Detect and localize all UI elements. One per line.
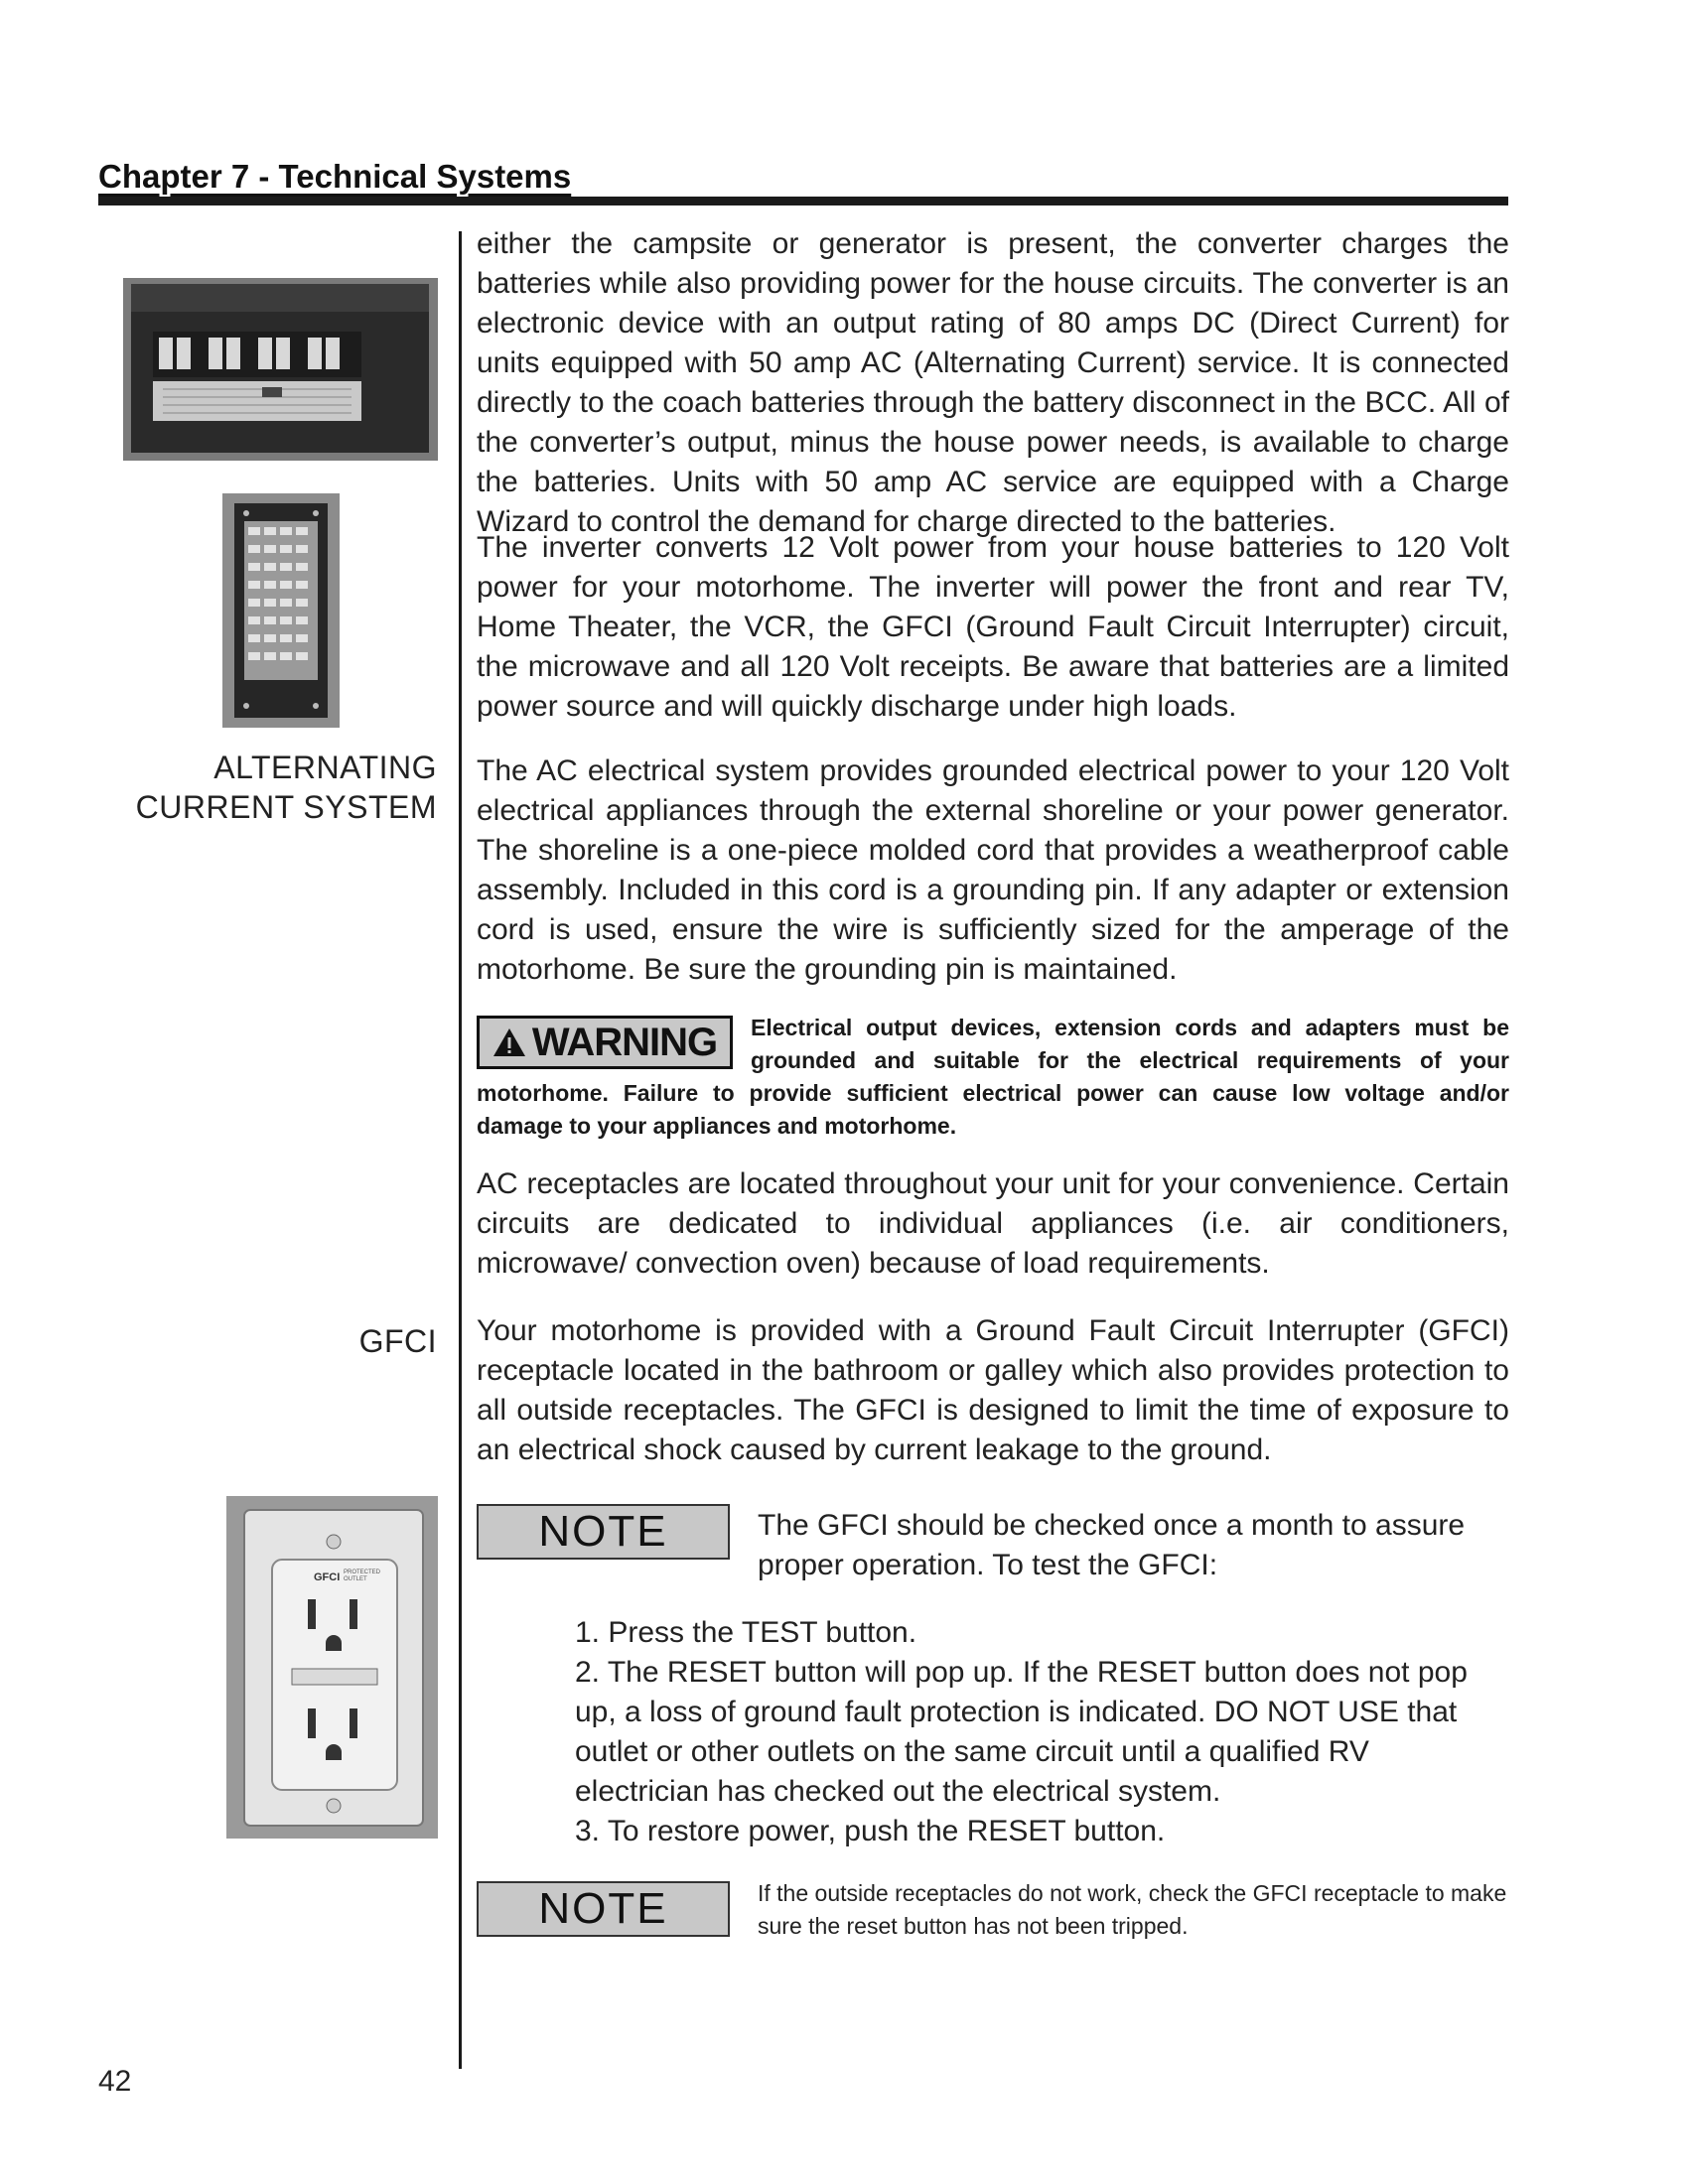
- gfci-outlet-label: GFCI: [314, 1571, 341, 1583]
- chapter-title: Chapter 7 - Technical Systems: [98, 158, 572, 195]
- note-2-text: If the outside receptacles do not work, check the GFCI receptacle to make sure the reset button has not been tripped.: [758, 1880, 1507, 1939]
- chapter-header: [98, 157, 1508, 205]
- receptacles-paragraph: [477, 1164, 1509, 1284]
- fuse-panel-photo: [222, 493, 340, 728]
- warning-callout: [477, 1012, 1509, 1143]
- column-divider: [459, 231, 462, 2069]
- warning-text: Electrical output devices, extension cords and adapters must be grounded and suitable for the electrical requirements of your motorhome. Failure to provide sufficient electrical power can cause low voltage and/or damage to your appliances and motorhome.: [477, 1015, 1509, 1139]
- step-3: 3. To restore power, push the RESET button.: [575, 1815, 1166, 1847]
- converter-text: either the campsite or generator is present, the converter charges the batteries while also providing power for the house circuits. The converter is an electronic device with an output rating of 80 amps DC (Direct Current) for units equipped with 50 amp AC (Alternating Current) service. It is connected directly to the coach batteries through the battery disconnect in the BCC. All of the converter’s output, minus the house power needs, is available to charge the batteries. Units with 50 amp AC service are equipped with a Charge Wizard to control the demand for charge directed to the batteries.: [477, 227, 1509, 538]
- note-badge-2: NOTE: [477, 1881, 730, 1937]
- gfci-text: Your motorhome is provided with a Ground Fault Circuit Interrupter (GFCI) receptacle located in the bathroom or galley which also provides protection to all outside receptacles. The GFCI is designed to limit the time of exposure to an electrical shock caused by current leakage to the ground.: [477, 1314, 1509, 1466]
- warning-triangle-icon: [492, 1027, 526, 1057]
- ac-system-heading: [99, 748, 437, 827]
- ac-system-paragraph: [477, 751, 1509, 990]
- note-1-text: The GFCI should be checked once a month to assure proper operation. To test the GFCI:: [758, 1509, 1466, 1581]
- step-2: 2. The RESET button will pop up. If the RESET button does not pop up, a loss of ground fault protection is indicated. DO NOT USE that outlet or other outlets on the same circuit until a qualified RV electrician has checked out the electrical system.: [575, 1656, 1468, 1808]
- converter-paragraph: [477, 224, 1509, 542]
- gfci-heading: GFCI: [358, 1323, 437, 1359]
- gfci-paragraph: [477, 1311, 1509, 1470]
- warning-badge-label: WARNING: [531, 1020, 718, 1064]
- ac-system-heading-line1: ALTERNATING: [213, 750, 437, 785]
- gfci-outlet-sublabel: PROTECTED OUTLET: [344, 1570, 381, 1582]
- breaker-panel-photo: [123, 278, 438, 461]
- page-number: 42: [98, 2065, 132, 2098]
- step-1: 1. Press the TEST button.: [575, 1616, 917, 1649]
- warning-badge: [477, 1016, 733, 1069]
- gfci-test-steps: [575, 1613, 1508, 1851]
- note-badge-1: NOTE: [477, 1504, 730, 1560]
- inverter-paragraph: [477, 528, 1509, 727]
- gfci-outlet-photo: [226, 1496, 438, 1839]
- ac-system-text: The AC electrical system provides grounded electrical power to your 120 Volt electrical appliances through the external shoreline or your power generator. The shoreline is a one-piece molded cord that provides a weatherproof cable assembly. Included in this cord is a grounding pin. If any adapter or extension cord is used, ensure the wire is sufficiently sized for the amperage of the motorhome. Be sure the grounding pin is maintained.: [477, 754, 1509, 986]
- inverter-text: The inverter converts 12 Volt power from your house batteries to 120 Volt power for your motorhome. The inverter will power the front and rear TV, Home Theater, the VCR, the GFCI (Ground Fault Circuit Interrupter) circuit, the microwave and all 120 Volt receipts. Be aware that batteries are a limited power source and will quickly discharge under high loads.: [477, 531, 1509, 723]
- ac-system-heading-line2: CURRENT SYSTEM: [135, 789, 437, 825]
- receptacles-text: AC receptacles are located throughout your unit for your convenience. Certain circuits are dedicated to individual appliances (i.e. air conditioners, microwave/ convection oven) because of load requirements.: [477, 1167, 1509, 1280]
